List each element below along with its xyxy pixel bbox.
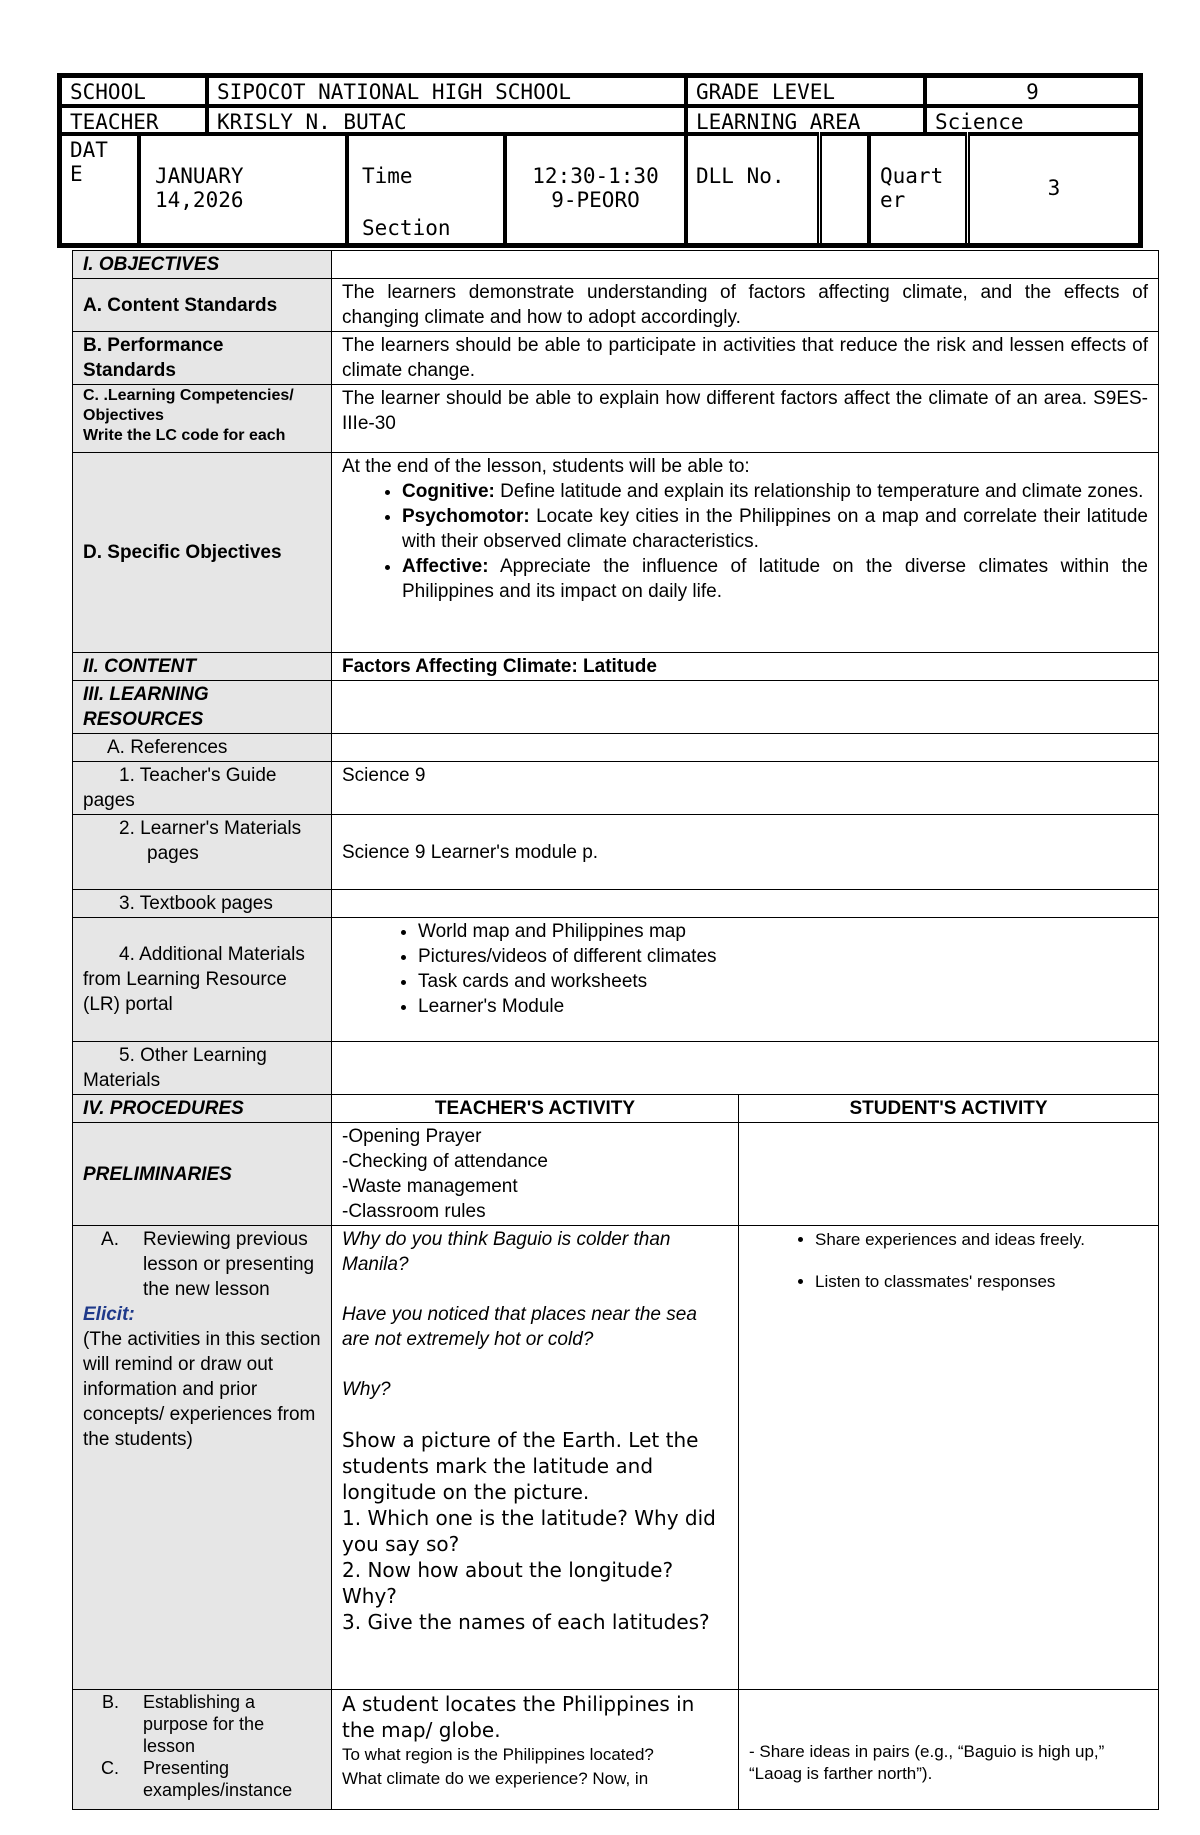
learning-competencies-row bbox=[73, 385, 1159, 453]
specific-objective-item bbox=[402, 479, 1148, 504]
reviewing-text: Reviewing previous lesson or presenting the new lesson bbox=[143, 1229, 315, 1300]
content-heading-cell bbox=[73, 653, 332, 681]
elicit-question: Why do you think Baguio is colder than Manila? bbox=[342, 1229, 671, 1275]
lc-label-line2: Write the LC code for each bbox=[83, 427, 286, 444]
elicit-label: Elicit: bbox=[83, 1304, 135, 1325]
empty-cell bbox=[332, 1042, 1159, 1095]
elicit-question: Why? bbox=[342, 1379, 391, 1400]
reviewing-student-cell bbox=[739, 1226, 1159, 1690]
references-label: A. References bbox=[73, 734, 332, 762]
quarter-label bbox=[872, 162, 967, 214]
lc-label-line1: C. .Learning Competencies/ Objectives bbox=[83, 387, 294, 424]
specific-objective-item bbox=[402, 554, 1148, 604]
content-heading: II. CONTENT bbox=[83, 656, 196, 677]
purpose-teacher-question: What climate do we experience? Now, in bbox=[342, 1769, 649, 1788]
specific-objective-item bbox=[402, 504, 1148, 554]
spacer bbox=[342, 1402, 728, 1427]
reviewing-student-list bbox=[749, 1227, 1148, 1293]
elicit-description: (The activities in this section will remind or draw out information and prior concepts/ experiences from the students) bbox=[83, 1329, 321, 1450]
specific-objectives-cell bbox=[332, 453, 1159, 653]
reviewing-row bbox=[73, 1226, 1159, 1690]
additional-material-item: • Learner's Module bbox=[418, 994, 1148, 1019]
objective-term: Affective: bbox=[402, 556, 489, 577]
additional-materials-row bbox=[73, 918, 1159, 1042]
date-value-line1: JANUARY bbox=[155, 164, 244, 188]
objective-text: Define latitude and explain its relationship to temperature and climate zones. bbox=[494, 481, 1144, 502]
elicit-instruction: 2. Now how about the longitude? Why? bbox=[342, 1558, 674, 1608]
objectives-heading: I. OBJECTIVES bbox=[83, 254, 220, 275]
learning-area-label: LEARNING AREA bbox=[696, 110, 861, 134]
empty-cell bbox=[332, 890, 1159, 918]
objective-text: Locate key cities in the Philippines on a map and correlate their latitude with their observed climate characteristics. bbox=[402, 506, 1148, 552]
additional-material-item: • World map and Philippines map bbox=[418, 919, 1148, 944]
purpose-marker: B. bbox=[101, 1692, 119, 1712]
purpose-text: Establishing a purpose for the lesson bbox=[143, 1692, 265, 1756]
additional-materials-label: 4. Additional Materials from Learning Resource (LR) portal bbox=[73, 918, 332, 1042]
preliminaries-label: PRELIMINARIES bbox=[73, 1123, 332, 1226]
performance-standards-row bbox=[73, 332, 1159, 385]
resources-heading-row bbox=[73, 681, 1159, 734]
establishing-purpose-row bbox=[73, 1690, 1159, 1810]
content-row bbox=[73, 653, 1159, 681]
performance-standards-label: B. Performance Standards bbox=[73, 332, 332, 385]
learning-competencies-label bbox=[73, 385, 332, 453]
reviewing-label-cell bbox=[73, 1226, 332, 1690]
header-table bbox=[57, 73, 1143, 248]
quarter-label-line1: Quart bbox=[880, 164, 944, 188]
procedures-heading-cell bbox=[73, 1095, 332, 1123]
spacer bbox=[342, 1352, 728, 1377]
time-label: Time bbox=[362, 164, 413, 188]
teachers-guide-row bbox=[73, 762, 1159, 815]
elicit-instruction: 1. Which one is the latitude? Why did you say so? bbox=[342, 1506, 716, 1556]
lesson-table bbox=[72, 250, 1159, 1810]
objective-text: Appreciate the influence of latitude on the diverse climates within the Philippines and its impact on daily life. bbox=[402, 556, 1148, 602]
additional-material-item: • Task cards and worksheets bbox=[418, 969, 1148, 994]
preliminaries-item: -Checking of attendance bbox=[342, 1151, 548, 1172]
section-label: Section bbox=[362, 216, 451, 240]
additional-materials-cell bbox=[332, 918, 1159, 1042]
elicit-question: Have you noticed that places near the sea are not extremely hot or cold? bbox=[342, 1304, 697, 1350]
objective-term: Psychomotor: bbox=[402, 506, 530, 527]
presenting-heading bbox=[83, 1757, 321, 1801]
header-divider bbox=[137, 132, 141, 243]
resources-heading: III. LEARNING RESOURCES bbox=[83, 684, 209, 730]
header-divider bbox=[345, 132, 349, 243]
date-value bbox=[147, 162, 345, 214]
teachers-guide-value: Science 9 bbox=[332, 762, 1159, 815]
specific-objectives-row bbox=[73, 453, 1159, 653]
teacher-label: TEACHER bbox=[70, 110, 159, 134]
preliminaries-teacher-cell bbox=[332, 1123, 739, 1226]
learners-materials-label bbox=[73, 815, 332, 890]
specific-objectives-intro: At the end of the lesson, students will be able to: bbox=[342, 456, 750, 477]
content-value: Factors Affecting Climate: Latitude bbox=[332, 653, 1159, 681]
header-divider bbox=[867, 132, 871, 243]
student-activity-item: • Share experiences and ideas freely. bbox=[815, 1229, 1148, 1251]
empty-cell bbox=[332, 734, 1159, 762]
specific-objectives-list bbox=[342, 479, 1148, 604]
preliminaries-row bbox=[73, 1123, 1159, 1226]
section-value: 9-PEORO bbox=[551, 188, 640, 212]
date-label-line1: DAT bbox=[70, 138, 108, 162]
elicit-instruction: Show a picture of the Earth. Let the students mark the latitude and longitude on the picture. bbox=[342, 1428, 699, 1504]
learning-area-value: Science bbox=[935, 110, 1024, 134]
objectives-heading-row bbox=[73, 251, 1159, 279]
learning-competencies-text: The learner should be able to explain how different factors affect the climate of an area. S9ES-IIIe-30 bbox=[332, 385, 1159, 453]
additional-material-item: • Pictures/videos of different climates bbox=[418, 944, 1148, 969]
objectives-heading-cell bbox=[73, 251, 332, 279]
references-row bbox=[73, 734, 1159, 762]
quarter-label-line2: er bbox=[880, 188, 906, 212]
teachers-guide-label: 1. Teacher's Guide pages bbox=[73, 762, 332, 815]
header-divider bbox=[817, 132, 822, 243]
textbook-label: 3. Textbook pages bbox=[73, 890, 332, 918]
date-value-line2: 14,2026 bbox=[155, 188, 244, 212]
student-activity-header: STUDENT'S ACTIVITY bbox=[739, 1095, 1159, 1123]
additional-materials-list bbox=[342, 919, 1148, 1019]
reviewing-teacher-cell bbox=[332, 1226, 739, 1690]
establishing-purpose-student-cell bbox=[739, 1690, 1159, 1810]
elicit-instruction: 3. Give the names of each latitudes? bbox=[342, 1610, 710, 1634]
purpose-heading bbox=[83, 1691, 321, 1757]
time-value: 12:30-1:30 bbox=[532, 164, 659, 188]
reviewing-heading bbox=[83, 1227, 321, 1302]
learners-materials-value: Science 9 Learner's module p. bbox=[332, 815, 1159, 890]
procedures-heading: IV. PROCEDURES bbox=[83, 1098, 244, 1119]
preliminaries-item: -Waste management bbox=[342, 1176, 518, 1197]
spacer bbox=[342, 1277, 728, 1302]
resources-heading-cell bbox=[73, 681, 332, 734]
textbook-row bbox=[73, 890, 1159, 918]
establishing-purpose-teacher-cell bbox=[332, 1690, 739, 1810]
presenting-marker: C. bbox=[101, 1758, 119, 1778]
date-label-line2: E bbox=[70, 162, 83, 186]
lm-label-line2: pages bbox=[147, 843, 199, 864]
preliminaries-item: -Opening Prayer bbox=[342, 1126, 482, 1147]
procedures-heading-row bbox=[73, 1095, 1159, 1123]
student-activity-item: • Listen to classmates' responses bbox=[815, 1271, 1148, 1293]
empty-cell bbox=[332, 681, 1159, 734]
other-materials-label: 5. Other Learning Materials bbox=[73, 1042, 332, 1095]
time-section-value bbox=[507, 162, 684, 214]
performance-standards-text: The learners should be able to participate in activities that reduce the risk and lessen effects of climate change. bbox=[332, 332, 1159, 385]
preliminaries-student-cell bbox=[739, 1123, 1159, 1226]
date-label bbox=[62, 136, 137, 188]
grade-level-value: 9 bbox=[1026, 80, 1039, 104]
learners-materials-row bbox=[73, 815, 1159, 890]
reviewing-marker: A. bbox=[101, 1229, 119, 1250]
school-label: SCHOOL bbox=[70, 80, 146, 104]
specific-objectives-label: D. Specific Objectives bbox=[73, 453, 332, 653]
purpose-student-text: - Share ideas in pairs (e.g., “Baguio is high up,” “Laoag is farther north”). bbox=[749, 1741, 1105, 1783]
school-value: SIPOCOT NATIONAL HIGH SCHOOL bbox=[217, 80, 572, 104]
presenting-text: Presenting examples/instance bbox=[143, 1758, 293, 1800]
quarter-value: 3 bbox=[1047, 176, 1061, 200]
other-materials-row bbox=[73, 1042, 1159, 1095]
content-standards-text: The learners demonstrate understanding of factors affecting climate, and the effects of changing climate and how to adopt accordingly. bbox=[332, 279, 1159, 332]
empty-cell bbox=[332, 251, 1159, 279]
objective-term: Cognitive: bbox=[402, 481, 495, 502]
teacher-value: KRISLY N. BUTAC bbox=[217, 110, 407, 134]
content-standards-row bbox=[73, 279, 1159, 332]
purpose-teacher-question: To what region is the Philippines located? bbox=[342, 1745, 654, 1764]
establishing-purpose-label-cell bbox=[73, 1690, 332, 1810]
purpose-teacher-text: A student locates the Philippines in the map/ globe. bbox=[342, 1692, 695, 1742]
content-standards-label: A. Content Standards bbox=[73, 279, 332, 332]
preliminaries-item: -Classroom rules bbox=[342, 1201, 486, 1222]
grade-level-label: GRADE LEVEL bbox=[696, 80, 836, 104]
lm-label-line1: 2. Learner's Materials bbox=[119, 818, 302, 839]
dll-label: DLL No. bbox=[696, 164, 785, 188]
teacher-activity-header: TEACHER'S ACTIVITY bbox=[332, 1095, 739, 1123]
